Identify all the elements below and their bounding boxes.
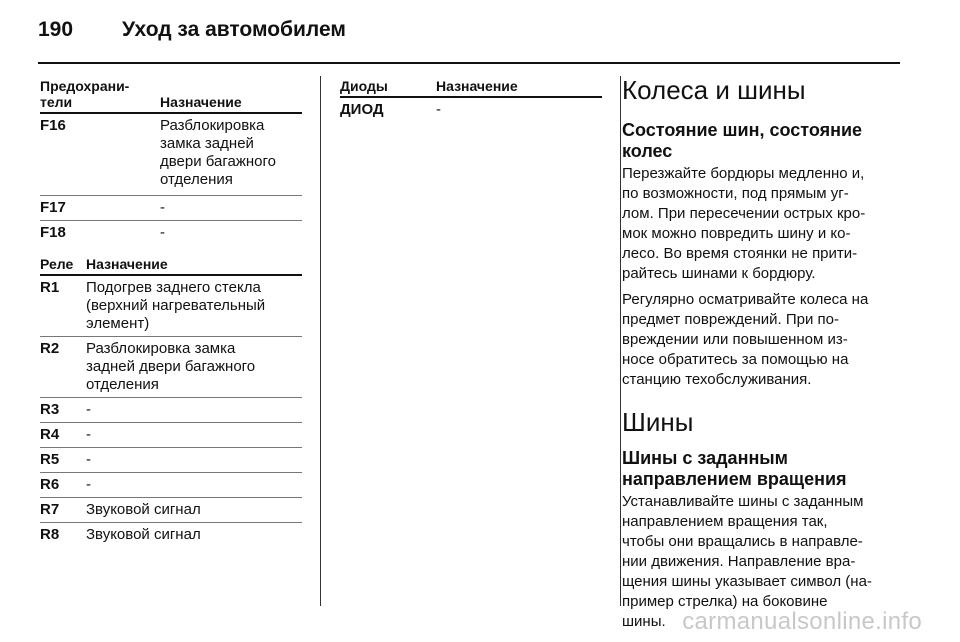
- relay-id: R7: [40, 501, 60, 518]
- text-line: чтобы они вращались в направле-: [622, 533, 863, 550]
- subheading-line: Состояние шин, состояние: [622, 120, 863, 140]
- watermark: carmanualsonline.info: [682, 608, 922, 635]
- fuse-id: F17: [40, 199, 66, 216]
- text-line: щения шины указывает символ (на-: [622, 573, 872, 590]
- diode-table-header: [340, 78, 602, 98]
- relay-purpose: -: [86, 401, 91, 418]
- section-heading-wheels: Колеса и шины: [622, 75, 806, 105]
- fuse-purpose: -: [160, 199, 165, 216]
- relay-id: R4: [40, 426, 60, 443]
- relay-table-header: [40, 256, 302, 276]
- relay-purpose: -: [86, 476, 91, 493]
- fuse-col1-header-line1: Предохрани-: [40, 78, 130, 94]
- relay-col1-header: Реле: [40, 256, 74, 272]
- diode-table: [340, 78, 602, 123]
- fuse-purpose: -: [160, 224, 165, 241]
- fuse-id: F18: [40, 224, 66, 241]
- relay-purpose: -: [86, 426, 91, 443]
- table-row: [340, 98, 602, 123]
- table-row: [40, 337, 302, 398]
- relay-purpose-line: (верхний нагревательный: [86, 297, 266, 314]
- text-line: станцию техобслуживания.: [622, 371, 812, 388]
- relay-purpose: [86, 279, 265, 333]
- subheading-line: направлением вращения: [622, 469, 847, 489]
- fuse-purpose-line: двери багажного: [160, 153, 277, 170]
- table-row: [40, 498, 302, 523]
- table-row: [40, 398, 302, 423]
- header-rule: [38, 62, 900, 64]
- text-line: лесо. Во время стоянки не прити-: [622, 245, 858, 262]
- text-line: Регулярно осматривайте колеса на: [622, 291, 869, 308]
- text-line: райтесь шинами к бордюру.: [622, 265, 816, 282]
- relay-purpose-line: отделения: [86, 376, 159, 393]
- text-line: мок можно повредить шину и ко-: [622, 225, 851, 242]
- wheels-section: [622, 74, 912, 632]
- relay-purpose-line: Разблокировка замка: [86, 340, 236, 357]
- relay-purpose: -: [86, 451, 91, 468]
- relay-purpose: [86, 340, 255, 394]
- table-row: [40, 276, 302, 337]
- relay-purpose-line: элемент): [86, 315, 150, 332]
- text-line: Устанавливайте шины с заданным: [622, 493, 864, 510]
- fuse-table: [40, 78, 302, 246]
- table-row: [40, 423, 302, 448]
- relay-id: R6: [40, 476, 60, 493]
- text-line: Перезжайте бордюры медленно и,: [622, 165, 865, 182]
- relay-table: [40, 256, 302, 548]
- text-line: нии движения. Направление вра-: [622, 553, 856, 570]
- relay-purpose-line: задней двери багажного: [86, 358, 256, 375]
- page-header: [38, 18, 928, 48]
- text-line: направлением вращения так,: [622, 513, 828, 530]
- text-line: носе обратитесь за помощью на: [622, 351, 849, 368]
- fuse-table-header: [40, 78, 302, 114]
- relay-id: R5: [40, 451, 60, 468]
- relay-id: R8: [40, 526, 60, 543]
- table-row: [40, 473, 302, 498]
- fuse-id: F16: [40, 117, 66, 134]
- page-number: 190: [38, 18, 74, 41]
- table-row: [40, 221, 302, 246]
- table-row: [40, 196, 302, 221]
- fuse-purpose: [160, 117, 276, 189]
- table-row: [40, 448, 302, 473]
- paragraph-curbs: [622, 164, 912, 284]
- page-title: Уход за автомобилем: [122, 18, 346, 41]
- relay-purpose: Звуковой сигнал: [86, 526, 201, 543]
- fuse-purpose-line: отделения: [160, 171, 233, 188]
- diode-col1-header: Диоды: [340, 78, 388, 94]
- subheading-tyre-condition: [622, 120, 912, 162]
- relay-id: R1: [40, 279, 60, 296]
- text-line: лом. При пересечении острых кро-: [622, 205, 866, 222]
- fuse-purpose-line: замка задней: [160, 135, 254, 152]
- subheading-line: Шины с заданным: [622, 448, 788, 468]
- text-line: предмет повреждений. При по-: [622, 311, 840, 328]
- relay-col2-header: Назначение: [86, 256, 168, 272]
- text-line: вреждении или повышенном из-: [622, 331, 848, 348]
- relay-purpose: Звуковой сигнал: [86, 501, 201, 518]
- subheading-directional-tyres: [622, 448, 912, 490]
- column-divider-2: [620, 76, 621, 606]
- subheading-line: колес: [622, 141, 673, 161]
- diode-col2-header: Назначение: [436, 78, 518, 94]
- diode-id: ДИОД: [340, 101, 384, 118]
- text-line: по возможности, под прямым уг-: [622, 185, 849, 202]
- fuse-col1-header-line2: тели: [40, 94, 73, 110]
- fuse-col2-header: Назначение: [160, 94, 242, 110]
- relay-id: R3: [40, 401, 60, 418]
- diode-purpose: -: [436, 101, 441, 118]
- fuse-purpose-line: Разблокировка: [160, 117, 265, 134]
- text-line: пример стрелка) на боковине: [622, 593, 828, 610]
- table-row: [40, 523, 302, 548]
- relay-purpose-line: Подогрев заднего стекла: [86, 279, 261, 296]
- paragraph-inspection: [622, 290, 912, 390]
- column-divider-1: [320, 76, 321, 606]
- section-heading-tyres: Шины: [622, 407, 694, 437]
- relay-id: R2: [40, 340, 60, 357]
- text-line: шины.: [622, 613, 666, 630]
- table-row: [40, 114, 302, 196]
